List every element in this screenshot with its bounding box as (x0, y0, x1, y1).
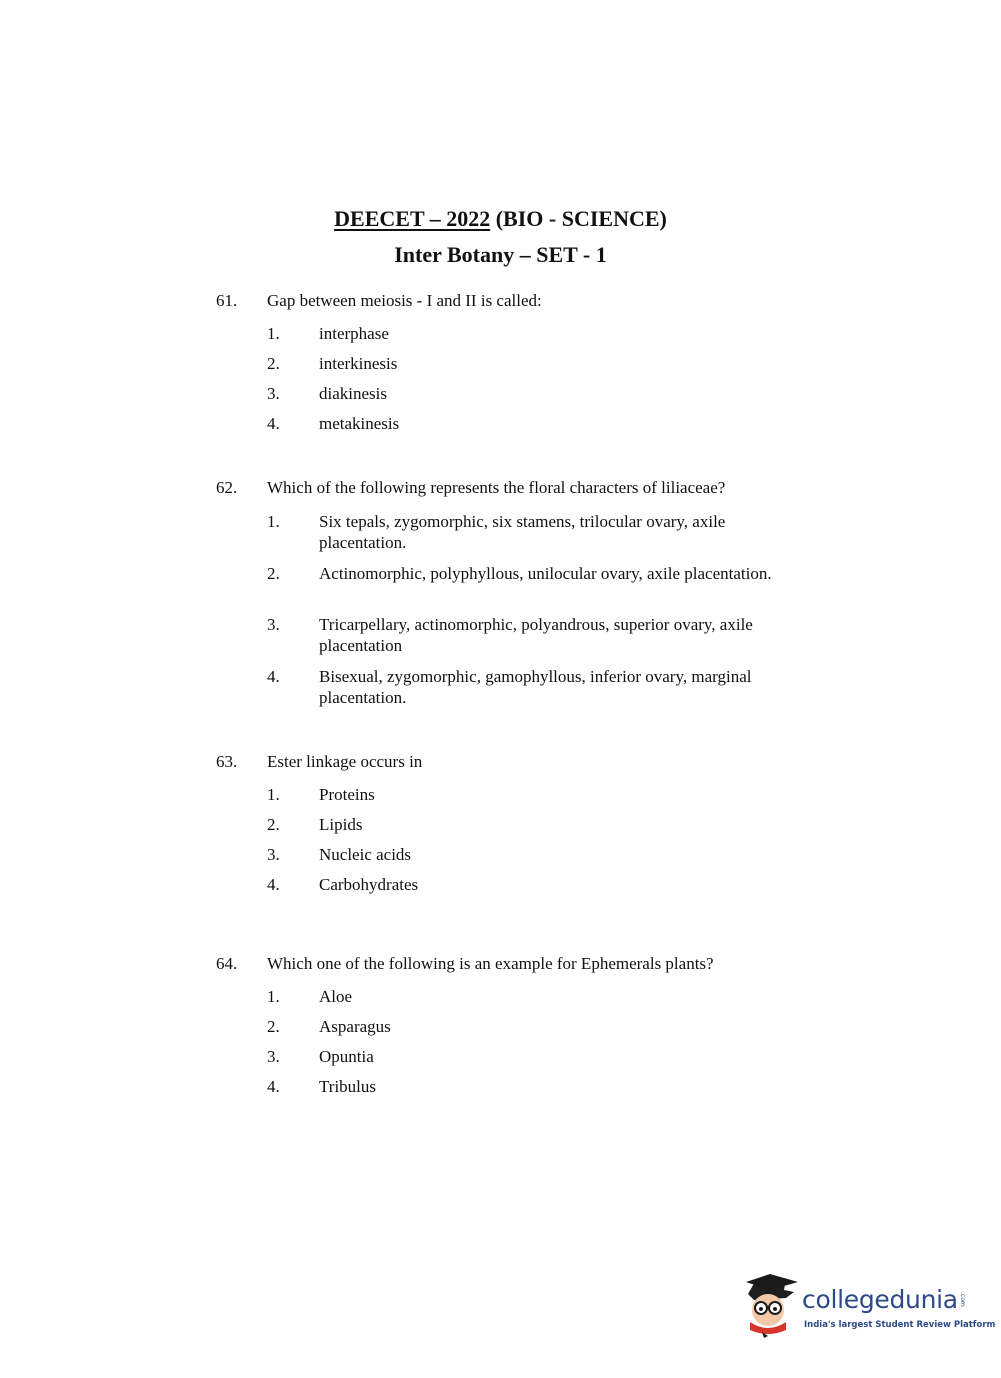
option-number: 4. (267, 667, 280, 686)
option-number: 4. (267, 1077, 280, 1096)
question-number: 61. (216, 291, 238, 310)
option-text: interkinesis (319, 354, 398, 373)
question-number: 62. (216, 478, 238, 497)
option-number: 1. (267, 324, 280, 343)
exam-title (0, 206, 1001, 232)
option-text: diakinesis (319, 384, 387, 403)
question-number: 63. (216, 752, 238, 771)
question-text: Which one of the following is an example for Ephemerals plants? (267, 954, 714, 973)
option-text: Carbohydrates (319, 875, 419, 894)
option-number: 1. (267, 512, 280, 531)
option-number: 2. (267, 564, 280, 583)
logo-wordmark: collegedunia (802, 1285, 958, 1314)
option-text: Bisexual, zygomorphic, gamophyllous, inferior ovary, marginal placentation. (319, 667, 752, 707)
student-mascot-icon (742, 1272, 800, 1338)
option-number: 1. (267, 987, 280, 1006)
set-title: Inter Botany – SET - 1 (394, 242, 607, 267)
exam-subject: (BIO - SCIENCE) (495, 206, 667, 231)
option-number: 3. (267, 384, 280, 403)
question-text: Gap between meiosis - I and II is called: (267, 291, 542, 310)
option-text: Six tepals, zygomorphic, six stamens, trilocular ovary, axile placentation. (319, 512, 726, 552)
option-number: 3. (267, 615, 280, 634)
option-text: Aloe (319, 987, 353, 1006)
option-number: 4. (267, 875, 280, 894)
option-number: 3. (267, 1047, 280, 1066)
logo-tagline: India's largest Student Review Platform (804, 1320, 996, 1330)
option-text: Proteins (319, 785, 375, 804)
option-text: Nucleic acids (319, 845, 412, 864)
option-number: 3. (267, 845, 280, 864)
option-text: Opuntia (319, 1047, 374, 1066)
option-text: Asparagus (319, 1017, 391, 1036)
question-text: Which of the following represents the floral characters of liliaceae? (267, 478, 726, 497)
option-number: 2. (267, 1017, 280, 1036)
option-number: 1. (267, 785, 280, 804)
question-number: 64. (216, 954, 238, 973)
question-text: Ester linkage occurs in (267, 752, 423, 771)
option-text: metakinesis (319, 414, 400, 433)
option-text: Lipids (319, 815, 363, 834)
logo-domain-suffix: .com (959, 1292, 966, 1307)
option-number: 4. (267, 414, 280, 433)
option-text: Actinomorphic, polyphyllous, unilocular ovary, axile placentation. (319, 564, 772, 583)
option-text: Tribulus (319, 1077, 377, 1096)
option-text: interphase (319, 324, 389, 343)
collegedunia-logo (742, 1272, 996, 1340)
option-number: 2. (267, 354, 280, 373)
option-number: 2. (267, 815, 280, 834)
option-text: Tricarpellary, actinomorphic, polyandrous, superior ovary, axile placentation (319, 615, 753, 655)
exam-name: DEECET – 2022 (334, 206, 491, 231)
